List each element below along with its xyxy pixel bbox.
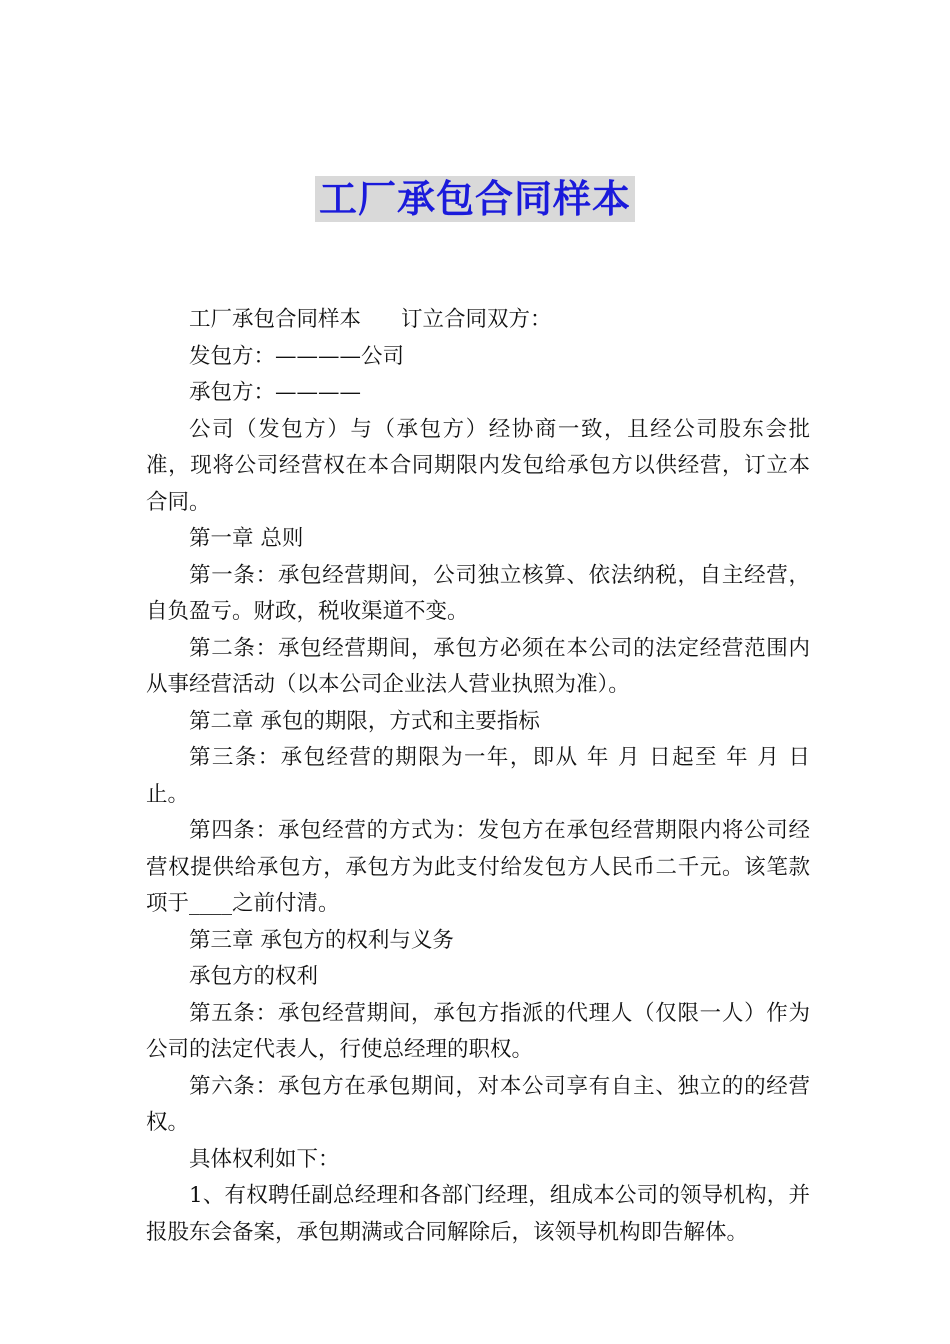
chapter-heading-2: 第二章 承包的期限，方式和主要指标 [189, 708, 540, 734]
paragraph-employer: 发包方：————公司 [189, 343, 405, 369]
paragraph-preamble: 公司（发包方）与（承包方）经协商一致，且经公司股东会批准，现将公司经营权在本合同期限内发包给承包方以供经营，订立本合同。 [146, 416, 810, 515]
article-5: 第五条：承包经营期间，承包方指派的代理人（仅限一人）作为公司的法定代表人，行使总经理的职权。 [146, 1000, 810, 1062]
chapter-heading-1: 第一章 总则 [189, 526, 304, 551]
document-body [146, 302, 810, 1251]
document-title: 工厂承包合同样本 [315, 176, 635, 222]
paragraph-contractor: 承包方：———— [189, 380, 362, 405]
intro-right: 订立合同双方： [401, 307, 552, 332]
article-3: 第三条：承包经营的期限为一年，即从 年 月 日起至 年 月 日止。 [146, 745, 810, 807]
chapter-heading-3: 第三章 承包方的权利与义务 [189, 927, 454, 953]
article-2: 第二条：承包经营期间，承包方必须在本公司的法定经营范围内从事经营活动（以本公司企业法人营业执照为准）。 [146, 635, 810, 697]
intro-line [146, 302, 810, 339]
article-6: 第六条：承包方在承包期间，对本公司享有自主、独立的的经营权。 [146, 1073, 810, 1135]
title-wrapper [0, 176, 950, 222]
intro-left: 工厂承包合同样本 [189, 307, 362, 332]
rights-item-1: 1、有权聘任副总经理和各部门经理，组成本公司的领导机构，并报股东会备案，承包期满或合同解除后，该领导机构即告解体。 [146, 1183, 810, 1245]
article-4: 第四条：承包经营的方式为：发包方在承包经营期限内将公司经营权提供给承包方，承包方为此支付给发包方人民币二千元。该笔款项于____之前付清。 [146, 818, 810, 916]
article-1: 第一条：承包经营期间，公司独立核算、依法纳税，自主经营，自负盈亏。财政，税收渠道不变。 [146, 562, 810, 624]
rights-intro: 具体权利如下： [189, 1146, 340, 1172]
section-heading-rights: 承包方的权利 [189, 964, 319, 989]
